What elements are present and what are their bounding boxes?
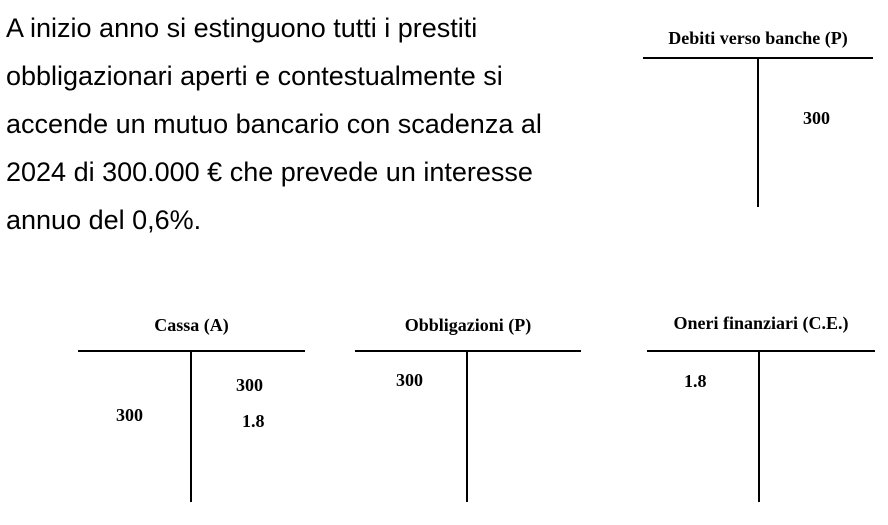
t-account-oneri-finanziari bbox=[647, 311, 875, 503]
account-title: Oneri finanziari (C.E.) bbox=[673, 313, 849, 333]
account-divider bbox=[647, 350, 875, 352]
account-title: Cassa (A) bbox=[154, 315, 229, 335]
debit-entry: 1.8 bbox=[684, 371, 707, 391]
account-divider bbox=[355, 350, 581, 352]
credit-entry: 1.8 bbox=[242, 411, 265, 431]
account-split-line bbox=[190, 350, 192, 502]
t-account-debiti-verso-banche bbox=[643, 26, 873, 208]
text-line: A inizio anno si estinguono tutti i prestiti bbox=[6, 13, 478, 43]
account-split-line bbox=[466, 350, 468, 502]
debit-entry: 300 bbox=[116, 405, 143, 425]
t-account-obbligazioni bbox=[355, 313, 581, 503]
credit-entry: 300 bbox=[803, 108, 830, 128]
debit-entry: 300 bbox=[396, 370, 423, 390]
text-line: annuo del 0,6%. bbox=[6, 205, 202, 235]
account-title: Debiti verso banche (P) bbox=[668, 28, 848, 48]
text-line: accende un mutuo bancario con scadenza al bbox=[6, 109, 542, 139]
account-title: Obbligazioni (P) bbox=[404, 315, 532, 335]
t-account-cassa bbox=[78, 313, 305, 503]
account-split-line bbox=[758, 350, 760, 502]
text-line: 2024 di 300.000 € che prevede un interesse bbox=[6, 157, 533, 187]
text-line: obbligazionari aperti e contestualmente si bbox=[6, 61, 503, 91]
credit-entry: 300 bbox=[236, 375, 263, 395]
exercise-text bbox=[6, 4, 646, 244]
account-split-line bbox=[757, 57, 759, 207]
